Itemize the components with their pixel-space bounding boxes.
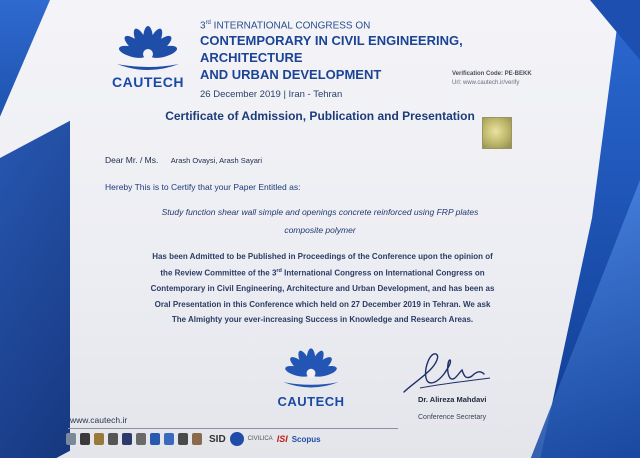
hologram-seal-icon — [482, 117, 512, 149]
partner-logo-icon — [122, 433, 132, 445]
civilica-label: CIVILICA — [247, 436, 273, 442]
verification-info — [452, 70, 532, 88]
edition-line: 3rd INTERNATIONAL CONGRESS ON — [200, 20, 371, 32]
partner-logo-icon — [108, 433, 118, 445]
footer-divider — [68, 428, 398, 429]
civilica-logo-icon — [230, 432, 244, 446]
dear-label: Dear Mr. / Ms. — [105, 155, 159, 165]
body-line-1: Has been Admitted to be Published in Proceedings of the Conference upon the opinion of — [152, 252, 493, 261]
recipient-names: Arash Ovaysi, Arash Sayari — [170, 156, 263, 165]
body-line-5: The Almighty your ever-increasing Success in Knowledge and Research Areas. — [171, 315, 474, 325]
congress-title-line2: AND URBAN DEVELOPMENT — [200, 67, 382, 83]
partner-logo-icon — [178, 433, 188, 445]
body-line-4: Oral Presentation in this Conference which held on 27 December 2019 in Tehran. We ask — [154, 299, 491, 309]
body-line-2: the Review Committee of the 3rd International Congress on International Congress on — [160, 268, 485, 279]
indexing-partners — [66, 432, 321, 446]
partner-logo-icon — [94, 433, 104, 445]
brand-name-bottom: CAUTECH — [277, 394, 345, 409]
congress-date-place: 26 December 2019 | Iran - Tehran — [200, 89, 343, 101]
certify-statement: Hereby This is to Certify that your Paper Entitled as: — [105, 182, 301, 192]
handwritten-signature — [400, 348, 500, 398]
congress-title-line1: CONTEMPORARY IN CIVIL ENGINEERING, ARCHITECTURE — [200, 33, 463, 66]
cautech-logo-bottom — [271, 340, 351, 412]
paper-title — [110, 203, 530, 239]
signatory-name: Dr. Alireza Mahdavi — [418, 395, 487, 404]
partner-logo-icon — [66, 433, 76, 445]
salutation — [105, 155, 262, 165]
paper-title-line1: Study function shear wall simple and openings concrete reinforced using FRP plates — [161, 207, 479, 217]
certificate-title: Certificate of Admission, Publication and Presentation — [165, 109, 475, 123]
lotus-emblem-icon — [103, 18, 193, 76]
partner-logo-icon — [150, 433, 160, 445]
brand-name: CAUTECH — [112, 74, 184, 90]
verification-url: Url: www.cautech.ir/verify — [452, 80, 520, 86]
body-line-3: Contemporary in Civil Engineering, Architecture and Urban Development, and has been as — [150, 284, 495, 294]
scopus-logo: Scopus — [291, 434, 321, 444]
website-link[interactable]: www.cautech.ir — [70, 415, 128, 425]
paper-title-line2: composite polymer — [284, 225, 356, 235]
verification-code: Verification Code: PE-BEKK — [452, 71, 532, 77]
decor-shape-left — [0, 121, 70, 458]
certificate-body — [110, 249, 535, 328]
congress-header — [200, 20, 540, 100]
sid-logo: SID — [209, 433, 226, 445]
isi-logo: ISI — [276, 434, 288, 444]
partner-logo-icon — [164, 433, 174, 445]
partner-logo-icon — [80, 433, 90, 445]
partner-logo-icon — [136, 433, 146, 445]
signatory-role: Conference Secretary — [418, 414, 487, 421]
partner-logo-icon — [192, 433, 202, 445]
cautech-logo — [103, 18, 193, 90]
lotus-emblem-icon — [271, 340, 351, 394]
